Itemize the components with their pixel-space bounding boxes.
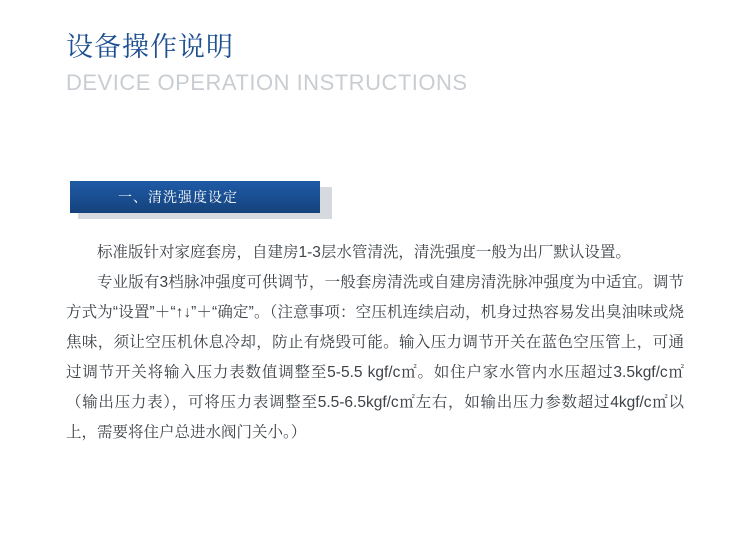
banner-bar bbox=[70, 181, 320, 213]
page-subtitle: DEVICE OPERATION INSTRUCTIONS bbox=[66, 70, 468, 95]
section-heading-label: 一、清洗强度设定 bbox=[118, 189, 238, 205]
page-title: 设备操作说明 bbox=[66, 32, 234, 62]
section-banner bbox=[70, 181, 332, 219]
body-content bbox=[66, 238, 684, 448]
paragraph-1: 标准版针对家庭套房，自建房1-3层水管清洗，清洗强度一般为出厂默认设置。 bbox=[97, 244, 631, 261]
page-header bbox=[66, 30, 686, 98]
paragraph-2: 专业版有3档脉冲强度可供调节，一般套房清洗或自建房清洗脉冲强度为中适宜。调节方式为“设置”＋“↑↓”＋“确定”。（注意事项：空压机连续启动，机身过热容易发出臭油味或烧焦味，须让空压机休息冷却，防止有烧毁可能。输入压力调节开关在蓝色空压管上，可通过调节开关将输入压力表数值调整至5-5.5 kgf/c㎡。如住户家水管内水压超过3.5kgf/c㎡（输出压力表），可将压力表调整至5.5-6.5kgf/c㎡左右，如输出压力参数超过4kgf/c㎡以上，需要将住户总进水阀门关小。） bbox=[66, 274, 684, 441]
